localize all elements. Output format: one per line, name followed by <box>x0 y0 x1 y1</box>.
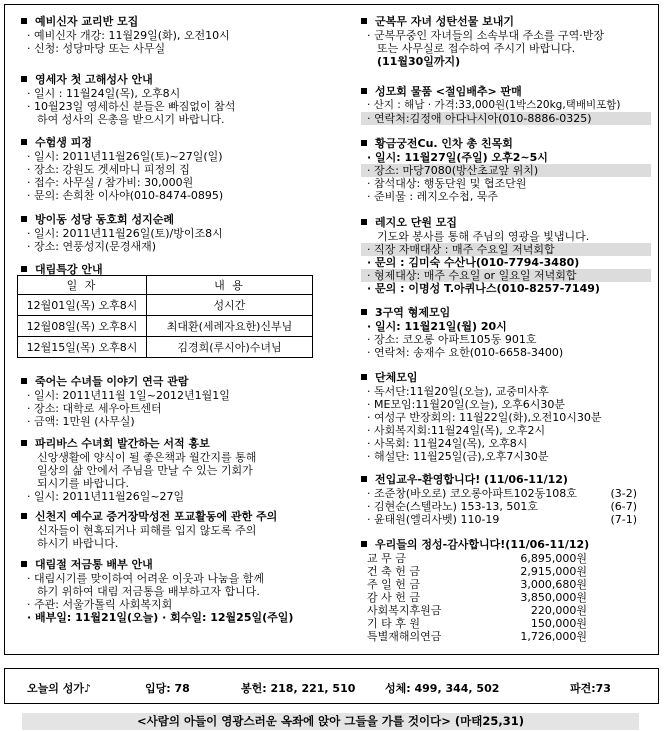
section-confession <box>21 73 321 126</box>
section-offerings <box>361 538 651 643</box>
text-line: · 배부일: 11월21일(오늘) · 회수일: 12월25일(주일) <box>27 611 294 624</box>
text-line: · 문의 : 김미숙 수산나(010-7794-3480) <box>367 256 580 269</box>
text-line: 신앙생활에 양식이 될 좋은책과 월간지를 통해 <box>37 451 257 464</box>
table-cell: 12월01일(목) 오후8시 <box>18 295 147 316</box>
text-line: · 준비물 : 레지오수첩, 묵주 <box>367 190 498 203</box>
square-bullet-icon <box>21 18 27 24</box>
text-line: · 여성구 반장회의: 11월22일(화),오전10시30분 <box>367 411 602 424</box>
list-item: 주 일 헌 금 3,000,680원 <box>367 578 587 591</box>
section-title: 신천지 예수교 증거장막성전 포교활동에 관한 주의 <box>21 510 321 524</box>
text-line: · 일시: 11월27일(주일) 오후2~5시 <box>367 151 548 164</box>
text-line: · 직장 자매대상 : 매주 수요일 저녁회합 <box>361 243 651 256</box>
table-cell: 12월08일(목) 오후8시 <box>18 316 147 337</box>
text-line: 일상의 삶 안에서 주님을 만날 수 있는 기회가 <box>37 464 253 477</box>
list-item: · 윤태원(엘리사벳) 110-19 (7-1) <box>367 513 637 526</box>
section-play <box>21 375 321 428</box>
square-bullet-icon <box>21 440 27 446</box>
text-line: · 일시: 11월21일(월) 20시 <box>367 320 507 333</box>
table-row <box>18 316 313 337</box>
list-item: 감 사 헌 금 3,850,000원 <box>367 591 587 604</box>
text-line: 기도와 봉사를 통해 주님의 영광을 빛냅니다. <box>377 230 590 243</box>
text-line: 하여 성사의 은총을 받으시기 바랍니다. <box>37 113 225 126</box>
text-line: · 문의 : 이명성 T.아퀴나스(010-8257-7149) <box>367 282 600 295</box>
list-item: 특별재해의연금 1,726,000원 <box>367 630 587 643</box>
list-item: 교 무 금 6,895,000원 <box>367 552 587 565</box>
section-title: 수험생 피정 <box>21 136 321 150</box>
square-bullet-icon <box>21 378 27 384</box>
text-line: · 사회복지회:11월24일(목), 오후2시 <box>367 424 546 437</box>
text-line: 하시기 바랍니다. <box>37 537 119 550</box>
section-title: 황금궁전Cu. 인차 총 친목회 <box>361 137 651 151</box>
square-bullet-icon <box>21 266 27 272</box>
text-line: · 장소: 코오롱 아파트105동 901호 <box>367 333 537 346</box>
text-line: · 참석대상: 행동단원 및 협조단원 <box>367 177 527 190</box>
section-retreat <box>21 136 321 202</box>
text-line: · 예비신자 개강: 11월29일(화), 오전10시 <box>27 29 230 42</box>
section-title: 단체모임 <box>361 371 651 385</box>
square-bullet-icon <box>361 140 367 146</box>
text-line: · 10월23일 영세하신 분들은 빠짐없이 참석 <box>27 100 236 113</box>
section-savings-box <box>21 558 321 624</box>
square-bullet-icon <box>361 88 367 94</box>
square-bullet-icon <box>361 219 367 225</box>
hymn-offertory: 봉헌: 218, 221, 510 <box>241 682 356 695</box>
text-line: · 일시: 2011년11월 1일~2012년1월1일 <box>27 389 230 402</box>
section-title: 3구역 형제모임 <box>361 306 651 320</box>
text-line: · 군복무중인 자녀들의 소속부대 주소를 구역·반장 <box>367 29 604 42</box>
text-line: 하기 위하여 대림 저금통을 배부하고자 합니다. <box>37 585 260 598</box>
list-item: 기 타 후 원 150,000원 <box>367 617 587 630</box>
section-title: 군복무 자녀 성탄선물 보내기 <box>361 15 651 29</box>
text-line: · 일시 : 11월24일(목), 오후8시 <box>27 87 181 100</box>
square-bullet-icon <box>21 561 27 567</box>
section-title: 대림절 저금통 배부 안내 <box>21 558 321 572</box>
section-cabbage-sale <box>361 85 651 125</box>
section-legio-recruit <box>361 216 651 295</box>
square-bullet-icon <box>361 18 367 24</box>
text-line: · 장소: 강원도 겟세마니 피정의 집 <box>27 163 190 176</box>
square-bullet-icon <box>361 374 367 380</box>
section-title: 방이동 성당 동호회 성지순례 <box>21 213 321 227</box>
table-row <box>18 337 313 358</box>
section-title: 성모회 물품 <절임배추> 판매 <box>361 85 651 99</box>
section-title: 대림특강 안내 <box>21 263 321 277</box>
text-line: · 금액: 1만원 (사무실) <box>27 415 135 428</box>
table-row <box>18 295 313 316</box>
table-cell: 최대환(세례자요한)신부님 <box>147 316 313 337</box>
hymn-label: 오늘의 성가♪ <box>27 682 91 695</box>
square-bullet-icon <box>21 216 27 222</box>
text-line: · 독서단:11월20일(오늘), 교중미사후 <box>367 385 549 398</box>
table-header <box>18 276 313 295</box>
hymn-communion: 성체: 499, 344, 502 <box>385 682 500 695</box>
hymn-dismissal: 파견:73 <box>570 682 611 695</box>
section-title: 예비신자 교리반 모집 <box>21 15 321 29</box>
list-item: 건 축 헌 금 2,915,000원 <box>367 565 587 578</box>
text-line: · 장소: 마당7080(방산초교앞 위치) <box>361 164 651 177</box>
table-cell: 김경희(루시아)수녀님 <box>147 337 313 358</box>
section-title: 레지오 단원 모집 <box>361 216 651 230</box>
section-catechumen <box>21 15 321 55</box>
section-book-promo <box>21 437 321 503</box>
text-line: · 일시: 2011년11월26일(토)/방이조8시 <box>27 227 223 240</box>
square-bullet-icon <box>21 139 27 145</box>
square-bullet-icon <box>361 541 367 547</box>
text-line: · 장소: 연풍성지(문경새재) <box>27 240 157 253</box>
text-line: · 산지 : 해남 · 가격:33,000원(1박스20kg,택배비포함) <box>367 99 621 111</box>
section-couple-meeting <box>361 137 651 203</box>
section-title: 전입교우-환영합니다! (11/06-11/12) <box>361 473 651 487</box>
section-heresy-warning <box>21 510 321 550</box>
text-line: · 주관: 서울가톨릭 사회복지회 <box>27 598 173 611</box>
scripture-verse: <사람의 아들이 영광스러운 옥좌에 앉아 그들을 가를 것이다> (마태25,31) <box>22 713 639 730</box>
text-line: · ME모임:11월20일(오늘), 오후6시30분 <box>367 398 565 411</box>
table-cell: 성시간 <box>147 295 313 316</box>
hymn-entrance: 입당: 78 <box>145 682 190 695</box>
text-line: (11월30일까지) <box>377 55 461 68</box>
text-line: · 장소: 대학로 세우아트센터 <box>27 402 162 415</box>
text-line: · 문의: 손희찬 이사야(010-8474-0895) <box>27 189 224 202</box>
square-bullet-icon <box>21 76 27 82</box>
bulletin-frame <box>4 4 659 655</box>
text-line: 되시기를 바랍니다. <box>37 477 130 490</box>
section-title: 파리바스 수녀회 발간하는 서적 홍보 <box>21 437 321 451</box>
text-line: · 일시: 2011년11월26일(토)~27일(일) <box>27 150 223 163</box>
square-bullet-icon <box>21 513 27 519</box>
header-date: 일 자 <box>18 276 147 295</box>
text-line: · 대림시기를 맞이하여 어려운 이웃과 나눔을 함께 <box>27 572 264 585</box>
text-line: · 해설단: 11월25일(금),오후7시30분 <box>367 450 549 463</box>
list-item: · 조준창(바오로) 코오롱아파트102동108호 (3-2) <box>367 487 637 500</box>
section-title: 우리들의 정성-감사합니다!(11/06-11/12) <box>361 538 651 552</box>
text-line: · 연락처:김정애 아다나시아(010-8886-0325) <box>361 112 651 125</box>
square-bullet-icon <box>361 476 367 482</box>
hymn-stats-bar <box>4 668 659 704</box>
text-line: · 접수: 사무실 / 참가비: 30,000원 <box>27 176 194 189</box>
text-line: · 일시: 2011년11월26일~27일 <box>27 490 185 503</box>
text-line: · 형제대상: 매주 수요일 or 일요일 저녁회합 <box>361 269 651 282</box>
text-line: 또는 사무실로 접수하여 주시기 바랍니다. <box>377 42 576 55</box>
section-newcomers <box>361 473 651 526</box>
square-bullet-icon <box>361 309 367 315</box>
list-item: · 김현순(스텔라노) 153-13, 501호 (6-7) <box>367 500 637 513</box>
advent-schedule-table <box>17 275 313 358</box>
list-item: 사회복지후원금 220,000원 <box>367 604 587 617</box>
section-group-meetings <box>361 371 651 463</box>
text-line: · 사목회: 11월24일(목), 오후8시 <box>367 437 528 450</box>
text-line: · 신청: 성당마당 또는 사무실 <box>27 42 166 55</box>
text-line: 신자들이 현혹되거나 피해를 입지 않도록 주의 <box>37 524 257 537</box>
header-content: 내 용 <box>147 276 313 295</box>
section-soldier-gift <box>361 15 651 68</box>
section-district-brothers <box>361 306 651 359</box>
section-title: 영세자 첫 고해성사 안내 <box>21 73 321 87</box>
text-line: · 연락처: 송재수 요한(010-6658-3400) <box>367 346 564 359</box>
table-cell: 12월15일(목) 오후8시 <box>18 337 147 358</box>
section-pilgrimage <box>21 213 321 253</box>
section-title: 죽어는 수녀들 이야기 연극 관람 <box>21 375 321 389</box>
